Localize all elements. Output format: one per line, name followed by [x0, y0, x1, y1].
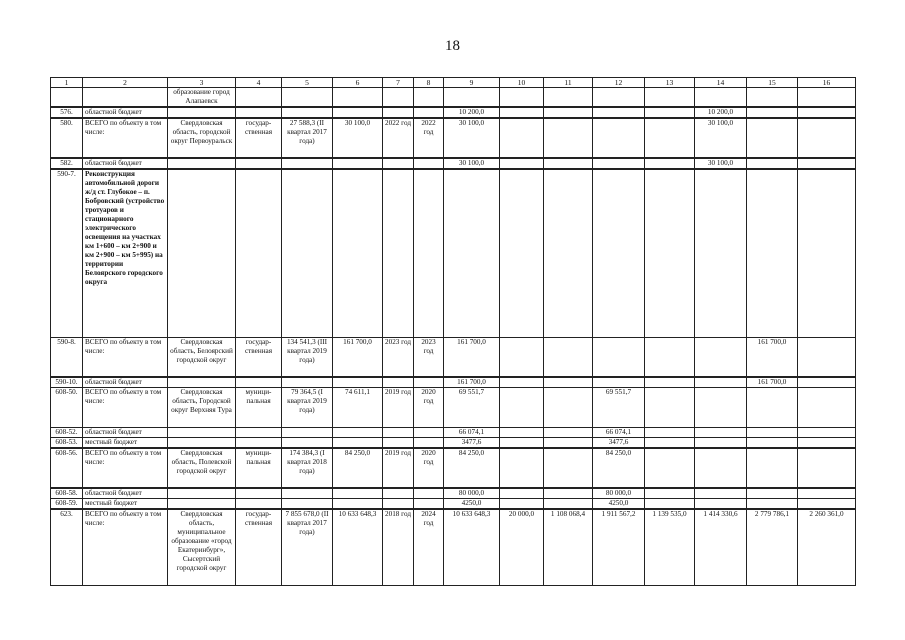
cell-end-year	[414, 488, 444, 499]
cell-row-number: 590-8.	[51, 337, 83, 377]
cell-year-2021	[695, 388, 747, 428]
cell-year-2023	[798, 118, 856, 158]
table-row	[51, 438, 856, 449]
cell-location: Свердловская область, Белоярский городской округ	[168, 337, 236, 377]
cell-total-financing: 3477,6	[444, 438, 500, 449]
cell-total-financing: 84 250,0	[444, 448, 500, 488]
cell-indicator: областной бюджет	[83, 377, 168, 388]
cell-end-year	[414, 377, 444, 388]
cell-year-2023	[798, 428, 856, 438]
table-row	[51, 169, 856, 337]
investment-table	[50, 77, 856, 586]
column-header: 13	[645, 78, 695, 88]
cell-start-year	[383, 169, 414, 337]
cell-total-financing: 161 700,0	[444, 377, 500, 388]
cell-cost-limit: 161 700,0	[333, 337, 383, 377]
cell-start-year	[383, 488, 414, 499]
cell-cost-limit: 30 100,0	[333, 118, 383, 158]
cell-year-2019: 4250,0	[593, 499, 645, 510]
column-header: 15	[747, 78, 798, 88]
cell-total-financing: 161 700,0	[444, 337, 500, 377]
cell-estimated-cost: 27 588,3 (II квартал 2017 года)	[282, 118, 333, 158]
cell-year-2019: 1 911 567,2	[593, 509, 645, 585]
cell-year-2017	[500, 118, 544, 158]
cell-indicator	[83, 88, 168, 108]
cell-year-2017	[500, 169, 544, 337]
table-row	[51, 428, 856, 438]
cell-year-2022	[747, 448, 798, 488]
column-header: 9	[444, 78, 500, 88]
column-header: 14	[695, 78, 747, 88]
cell-estimated-cost: 7 855 678,0 (II квартал 2017 года)	[282, 509, 333, 585]
cell-ownership	[236, 428, 282, 438]
cell-ownership: государ-ственная	[236, 118, 282, 158]
cell-year-2018	[544, 448, 593, 488]
cell-cost-limit	[333, 499, 383, 510]
cell-location: образование город Алапаевск	[168, 88, 236, 108]
cell-location: Свердловская область, городской округ Первоуральск	[168, 118, 236, 158]
cell-location	[168, 158, 236, 169]
cell-indicator: местный бюджет	[83, 438, 168, 449]
table-row	[51, 88, 856, 108]
cell-start-year	[383, 158, 414, 169]
cell-year-2022: 2 779 786,1	[747, 509, 798, 585]
cell-end-year	[414, 88, 444, 108]
cell-ownership	[236, 169, 282, 337]
cell-year-2018	[544, 488, 593, 499]
cell-year-2023	[798, 499, 856, 510]
cell-cost-limit	[333, 488, 383, 499]
cell-year-2022	[747, 118, 798, 158]
cell-year-2018	[544, 158, 593, 169]
cell-location	[168, 377, 236, 388]
cell-year-2022	[747, 499, 798, 510]
cell-end-year: 2020 год	[414, 448, 444, 488]
cell-indicator: ВСЕГО по объекту в том числе:	[83, 337, 168, 377]
cell-cost-limit	[333, 158, 383, 169]
cell-total-financing: 10 200,0	[444, 107, 500, 118]
column-header: 10	[500, 78, 544, 88]
cell-year-2020	[645, 438, 695, 449]
cell-year-2018	[544, 337, 593, 377]
cell-row-number: 590-7.	[51, 169, 83, 337]
cell-year-2020: 1 139 535,0	[645, 509, 695, 585]
cell-total-financing: 80 000,0	[444, 488, 500, 499]
cell-year-2022	[747, 438, 798, 449]
cell-year-2017	[500, 158, 544, 169]
column-header: 4	[236, 78, 282, 88]
cell-start-year: 2018 год	[383, 509, 414, 585]
cell-year-2021	[695, 448, 747, 488]
cell-end-year	[414, 499, 444, 510]
cell-ownership	[236, 499, 282, 510]
column-header: 7	[383, 78, 414, 88]
cell-row-number: 580.	[51, 118, 83, 158]
cell-year-2021	[695, 428, 747, 438]
cell-cost-limit	[333, 438, 383, 449]
cell-year-2023	[798, 169, 856, 337]
cell-year-2021	[695, 488, 747, 499]
cell-total-financing: 4250,0	[444, 499, 500, 510]
cell-start-year	[383, 107, 414, 118]
cell-row-number: 608-50.	[51, 388, 83, 428]
cell-total-financing: 30 100,0	[444, 158, 500, 169]
cell-year-2022	[747, 488, 798, 499]
cell-year-2018	[544, 499, 593, 510]
cell-start-year: 2019 год	[383, 448, 414, 488]
cell-cost-limit	[333, 107, 383, 118]
cell-year-2023	[798, 337, 856, 377]
cell-end-year	[414, 158, 444, 169]
cell-year-2019	[593, 158, 645, 169]
cell-year-2023: 2 260 361,0	[798, 509, 856, 585]
cell-end-year	[414, 107, 444, 118]
cell-row-number: 608-56.	[51, 448, 83, 488]
cell-year-2020	[645, 499, 695, 510]
cell-year-2023	[798, 377, 856, 388]
cell-year-2021: 30 100,0	[695, 158, 747, 169]
cell-year-2019	[593, 107, 645, 118]
cell-start-year	[383, 428, 414, 438]
cell-year-2020	[645, 88, 695, 108]
cell-indicator: ВСЕГО по объекту в том числе:	[83, 448, 168, 488]
cell-total-financing	[444, 169, 500, 337]
cell-year-2023	[798, 388, 856, 428]
cell-location: Свердловская область, муниципальное образование «город Екатеринбург», Сысертский городской округ	[168, 509, 236, 585]
cell-row-number: 608-53.	[51, 438, 83, 449]
cell-end-year: 2023 год	[414, 337, 444, 377]
cell-year-2017	[500, 377, 544, 388]
cell-row-number: 576.	[51, 107, 83, 118]
cell-year-2019: 66 074,1	[593, 428, 645, 438]
cell-year-2021: 30 100,0	[695, 118, 747, 158]
cell-end-year	[414, 169, 444, 337]
cell-year-2023	[798, 88, 856, 108]
cell-year-2022	[747, 88, 798, 108]
cell-year-2020	[645, 488, 695, 499]
cell-estimated-cost	[282, 158, 333, 169]
cell-location	[168, 428, 236, 438]
cell-ownership	[236, 438, 282, 449]
cell-estimated-cost	[282, 169, 333, 337]
header-row	[51, 78, 856, 88]
cell-year-2021: 10 200,0	[695, 107, 747, 118]
cell-year-2018	[544, 88, 593, 108]
cell-total-financing: 66 074,1	[444, 428, 500, 438]
cell-year-2018	[544, 438, 593, 449]
cell-year-2021	[695, 337, 747, 377]
cell-cost-limit: 10 633 648,3	[333, 509, 383, 585]
cell-estimated-cost	[282, 499, 333, 510]
column-header: 8	[414, 78, 444, 88]
cell-row-number	[51, 88, 83, 108]
table-row	[51, 499, 856, 510]
cell-year-2021	[695, 438, 747, 449]
cell-year-2019	[593, 169, 645, 337]
cell-end-year	[414, 428, 444, 438]
cell-row-number: 623.	[51, 509, 83, 585]
cell-indicator: ВСЕГО по объекту в том числе:	[83, 388, 168, 428]
cell-year-2020	[645, 118, 695, 158]
table-row	[51, 377, 856, 388]
cell-start-year	[383, 88, 414, 108]
cell-year-2021	[695, 499, 747, 510]
cell-year-2017	[500, 488, 544, 499]
cell-end-year: 2022 год	[414, 118, 444, 158]
cell-year-2022	[747, 428, 798, 438]
column-header: 16	[798, 78, 856, 88]
table-row	[51, 158, 856, 169]
cell-year-2018	[544, 377, 593, 388]
cell-year-2022: 161 700,0	[747, 337, 798, 377]
table-row	[51, 388, 856, 428]
cell-location: Свердловская область, Городской округ Верхняя Тура	[168, 388, 236, 428]
cell-year-2023	[798, 448, 856, 488]
cell-indicator: ВСЕГО по объекту в том числе:	[83, 118, 168, 158]
cell-indicator: областной бюджет	[83, 158, 168, 169]
cell-year-2019	[593, 88, 645, 108]
cell-indicator: областной бюджет	[83, 107, 168, 118]
cell-ownership	[236, 107, 282, 118]
cell-year-2020	[645, 337, 695, 377]
cell-year-2020	[645, 107, 695, 118]
page-number: 18	[445, 38, 460, 54]
cell-year-2017	[500, 107, 544, 118]
cell-estimated-cost	[282, 488, 333, 499]
cell-start-year	[383, 438, 414, 449]
cell-year-2017: 20 000,0	[500, 509, 544, 585]
cell-estimated-cost	[282, 88, 333, 108]
cell-year-2023	[798, 158, 856, 169]
cell-start-year: 2019 год	[383, 388, 414, 428]
column-header: 12	[593, 78, 645, 88]
cell-year-2022	[747, 169, 798, 337]
table-row	[51, 107, 856, 118]
cell-year-2020	[645, 448, 695, 488]
cell-cost-limit: 84 250,0	[333, 448, 383, 488]
cell-start-year	[383, 377, 414, 388]
cell-year-2018: 1 108 068,4	[544, 509, 593, 585]
column-header: 5	[282, 78, 333, 88]
cell-year-2018	[544, 169, 593, 337]
table-row	[51, 337, 856, 377]
cell-year-2018	[544, 428, 593, 438]
cell-year-2019	[593, 337, 645, 377]
cell-year-2020	[645, 158, 695, 169]
cell-indicator: областной бюджет	[83, 428, 168, 438]
cell-cost-limit: 74 611,1	[333, 388, 383, 428]
cell-start-year	[383, 499, 414, 510]
cell-row-number: 608-59.	[51, 499, 83, 510]
cell-total-financing: 30 100,0	[444, 118, 500, 158]
cell-location	[168, 438, 236, 449]
cell-indicator: ВСЕГО по объекту в том числе:	[83, 509, 168, 585]
column-header: 11	[544, 78, 593, 88]
cell-year-2018	[544, 388, 593, 428]
cell-year-2019: 69 551,7	[593, 388, 645, 428]
column-header: 1	[51, 78, 83, 88]
cell-year-2017	[500, 499, 544, 510]
table-row	[51, 509, 856, 585]
cell-year-2021	[695, 88, 747, 108]
cell-cost-limit	[333, 88, 383, 108]
cell-location	[168, 499, 236, 510]
cell-year-2022	[747, 158, 798, 169]
cell-year-2022: 161 700,0	[747, 377, 798, 388]
cell-year-2017	[500, 88, 544, 108]
cell-start-year: 2022 год	[383, 118, 414, 158]
cell-cost-limit	[333, 169, 383, 337]
cell-ownership: государ-ственная	[236, 509, 282, 585]
cell-year-2018	[544, 118, 593, 158]
cell-year-2023	[798, 107, 856, 118]
cell-cost-limit	[333, 428, 383, 438]
cell-year-2020	[645, 169, 695, 337]
cell-year-2021	[695, 169, 747, 337]
cell-row-number: 582.	[51, 158, 83, 169]
cell-ownership: муници-пальная	[236, 388, 282, 428]
cell-year-2019	[593, 377, 645, 388]
cell-end-year	[414, 438, 444, 449]
cell-year-2017	[500, 388, 544, 428]
cell-year-2017	[500, 448, 544, 488]
cell-ownership	[236, 488, 282, 499]
cell-year-2022	[747, 107, 798, 118]
cell-year-2017	[500, 428, 544, 438]
cell-year-2019: 3477,6	[593, 438, 645, 449]
table-row	[51, 488, 856, 499]
cell-estimated-cost	[282, 428, 333, 438]
cell-total-financing	[444, 88, 500, 108]
cell-end-year: 2020 год	[414, 388, 444, 428]
cell-year-2020	[645, 388, 695, 428]
cell-indicator: местный бюджет	[83, 499, 168, 510]
cell-year-2019: 80 000,0	[593, 488, 645, 499]
cell-year-2021	[695, 377, 747, 388]
cell-year-2019	[593, 118, 645, 158]
cell-year-2021: 1 414 330,6	[695, 509, 747, 585]
cell-start-year: 2023 год	[383, 337, 414, 377]
cell-indicator: областной бюджет	[83, 488, 168, 499]
cell-year-2017	[500, 438, 544, 449]
cell-cost-limit	[333, 377, 383, 388]
cell-estimated-cost: 174 384,3 (I квартал 2018 года)	[282, 448, 333, 488]
cell-estimated-cost: 134 541,3 (III квартал 2019 года)	[282, 337, 333, 377]
cell-total-financing: 10 633 648,3	[444, 509, 500, 585]
table-row	[51, 448, 856, 488]
cell-row-number: 590-10.	[51, 377, 83, 388]
cell-location	[168, 169, 236, 337]
cell-estimated-cost	[282, 107, 333, 118]
cell-estimated-cost	[282, 377, 333, 388]
cell-ownership	[236, 377, 282, 388]
column-header: 2	[83, 78, 168, 88]
cell-year-2022	[747, 388, 798, 428]
cell-estimated-cost: 79 364,5 (I квартал 2019 года)	[282, 388, 333, 428]
cell-ownership	[236, 88, 282, 108]
table-row	[51, 118, 856, 158]
cell-total-financing: 69 551,7	[444, 388, 500, 428]
cell-location: Свердловская область, Полевской городской округ	[168, 448, 236, 488]
cell-indicator: Реконструкция автомобильной дороги ж/д ст. Глубокое – п. Бобровский (устройство тротуаров и стационарного электрического освещения на участках км 1+600 – км 2+900 и км 2+900 – км 5+995) на территории Белоярского городского округа	[83, 169, 168, 337]
cell-end-year: 2024 год	[414, 509, 444, 585]
cell-year-2020	[645, 428, 695, 438]
cell-year-2023	[798, 438, 856, 449]
cell-row-number: 608-52.	[51, 428, 83, 438]
cell-year-2017	[500, 337, 544, 377]
cell-year-2018	[544, 107, 593, 118]
cell-location	[168, 107, 236, 118]
cell-estimated-cost	[282, 438, 333, 449]
cell-row-number: 608-58.	[51, 488, 83, 499]
column-header: 3	[168, 78, 236, 88]
cell-year-2023	[798, 488, 856, 499]
cell-year-2020	[645, 377, 695, 388]
cell-year-2019: 84 250,0	[593, 448, 645, 488]
cell-ownership: муници-пальная	[236, 448, 282, 488]
cell-ownership: государ-ственная	[236, 337, 282, 377]
cell-ownership	[236, 158, 282, 169]
cell-location	[168, 488, 236, 499]
column-header: 6	[333, 78, 383, 88]
